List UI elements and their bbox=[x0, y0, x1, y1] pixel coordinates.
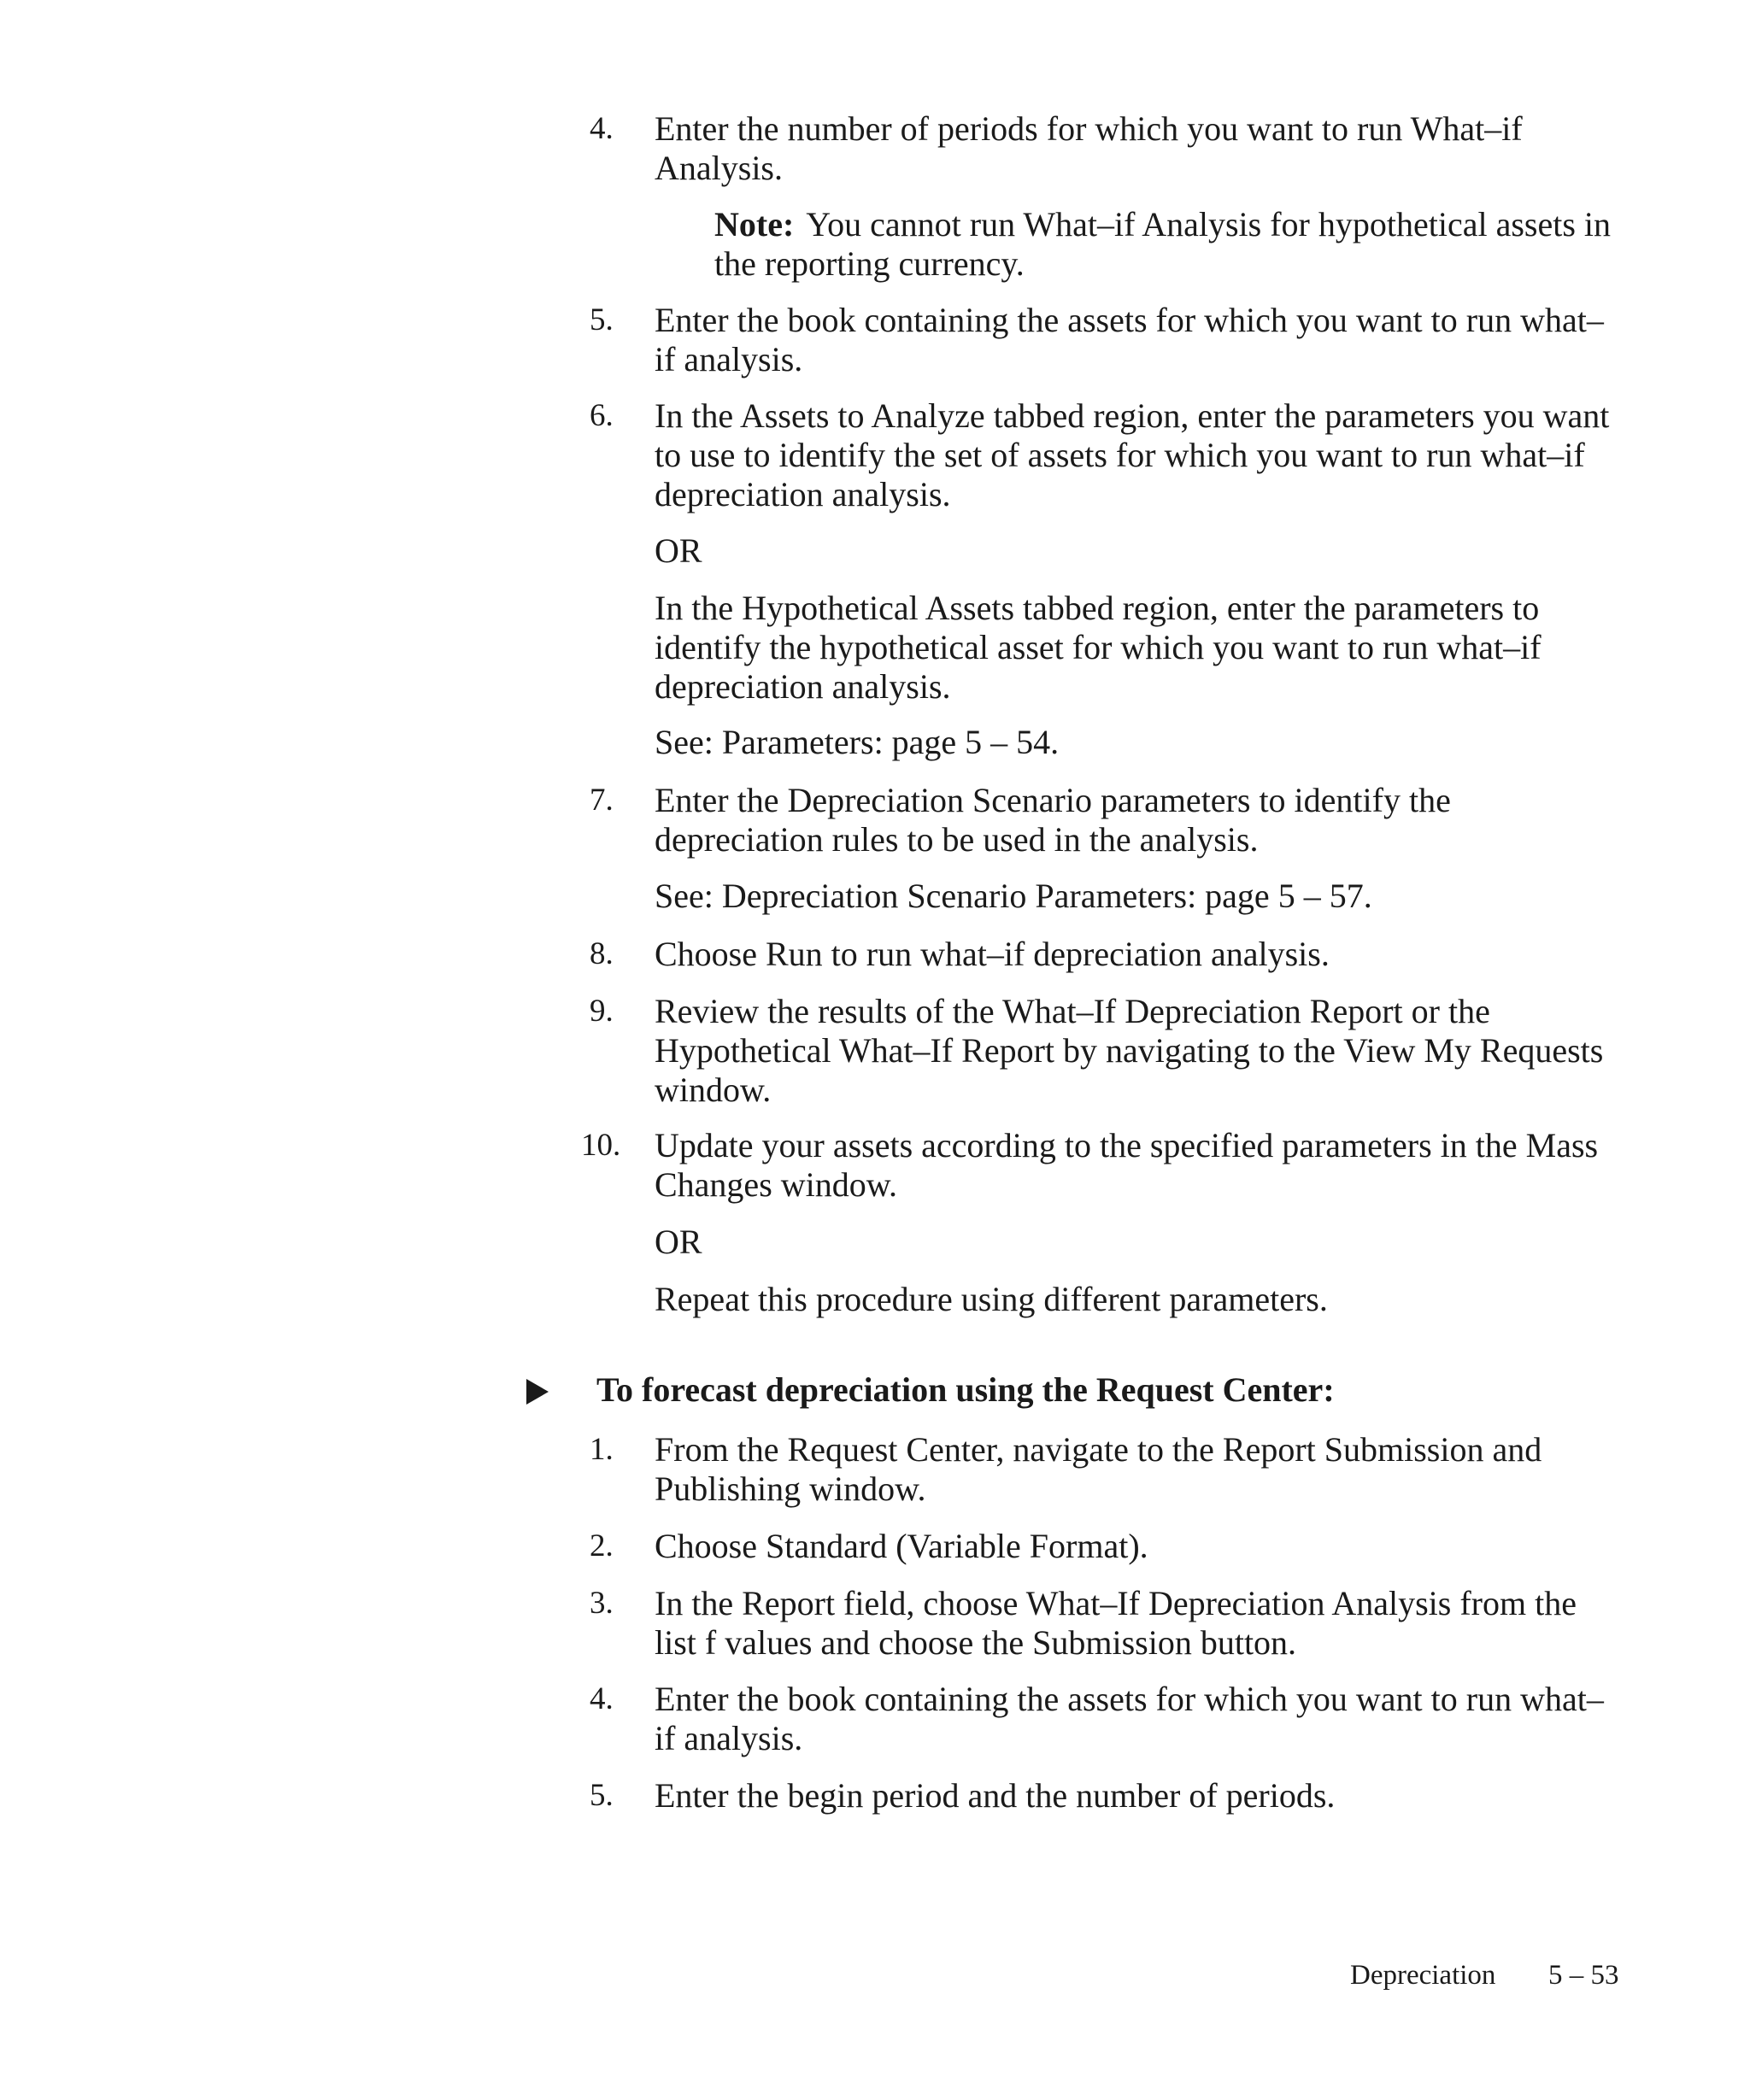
step-text: In the Report field, choose What–If Depreciation Analysis from the list f values and choose the Submission button. bbox=[655, 1584, 1577, 1662]
step-number: 9. bbox=[590, 994, 614, 1029]
step-number: 7. bbox=[590, 783, 614, 818]
step-number: 5. bbox=[590, 302, 614, 337]
alternative-text: In the Hypothetical Assets tabbed region, enter the parameters to identify the hypothetical asset for which you want to run what–if depreciation analysis. bbox=[655, 589, 1542, 706]
step-text: Review the results of the What–If Depreciation Report or the Hypothetical What–If Report by navigating to the View My Requests window. bbox=[655, 992, 1604, 1109]
step-number: 3. bbox=[590, 1586, 614, 1621]
cross-reference: See: Parameters: page 5 – 54. bbox=[655, 723, 1060, 761]
procedure-heading: To forecast depreciation using the Request Center: bbox=[596, 1370, 1335, 1409]
step-text: Choose Run to run what–if depreciation analysis. bbox=[655, 935, 1330, 973]
step-number: 5. bbox=[590, 1778, 614, 1813]
step-text: Enter the book containing the assets for which you want to run what–if analysis. bbox=[655, 301, 1604, 378]
or-text: OR bbox=[655, 1223, 702, 1261]
or-text: OR bbox=[655, 531, 702, 570]
step-number: 4. bbox=[590, 1681, 614, 1716]
step-text: From the Request Center, navigate to the Report Submission and Publishing window. bbox=[655, 1430, 1542, 1508]
cross-reference: See: Depreciation Scenario Parameters: page 5 – 57. bbox=[655, 877, 1372, 915]
step-text: Choose Standard (Variable Format). bbox=[655, 1527, 1148, 1565]
step-text: Enter the begin period and the number of periods. bbox=[655, 1776, 1336, 1815]
step-number: 10. bbox=[581, 1128, 621, 1163]
step-number: 2. bbox=[590, 1528, 614, 1563]
step-text: Enter the number of periods for which you want to run What–if Analysis. bbox=[655, 109, 1523, 187]
note-block bbox=[714, 205, 1629, 284]
step-number: 4. bbox=[590, 111, 614, 146]
step-number: 1. bbox=[590, 1432, 614, 1467]
repeat-text: Repeat this procedure using different parameters. bbox=[655, 1280, 1328, 1318]
footer-page-number: 5 – 53 bbox=[1548, 1960, 1619, 1991]
step-number: 6. bbox=[590, 398, 614, 433]
step-text: Enter the Depreciation Scenario parameters to identify the depreciation rules to be used in the analysis. bbox=[655, 781, 1451, 859]
note-text: You cannot run What–if Analysis for hypothetical assets in the reporting currency. bbox=[714, 205, 1612, 283]
footer-section-title: Depreciation bbox=[1350, 1960, 1496, 1991]
step-number: 8. bbox=[590, 936, 614, 971]
step-text: Enter the book containing the assets for which you want to run what–if analysis. bbox=[655, 1680, 1604, 1757]
step-text: In the Assets to Analyze tabbed region, enter the parameters you want to use to identify the set of assets for which you want to run what–if depreciation analysis. bbox=[655, 396, 1610, 513]
note-label: Note: bbox=[714, 205, 795, 243]
step-text: Update your assets according to the specified parameters in the Mass Changes window. bbox=[655, 1126, 1599, 1204]
procedure-arrow-icon bbox=[526, 1379, 549, 1405]
